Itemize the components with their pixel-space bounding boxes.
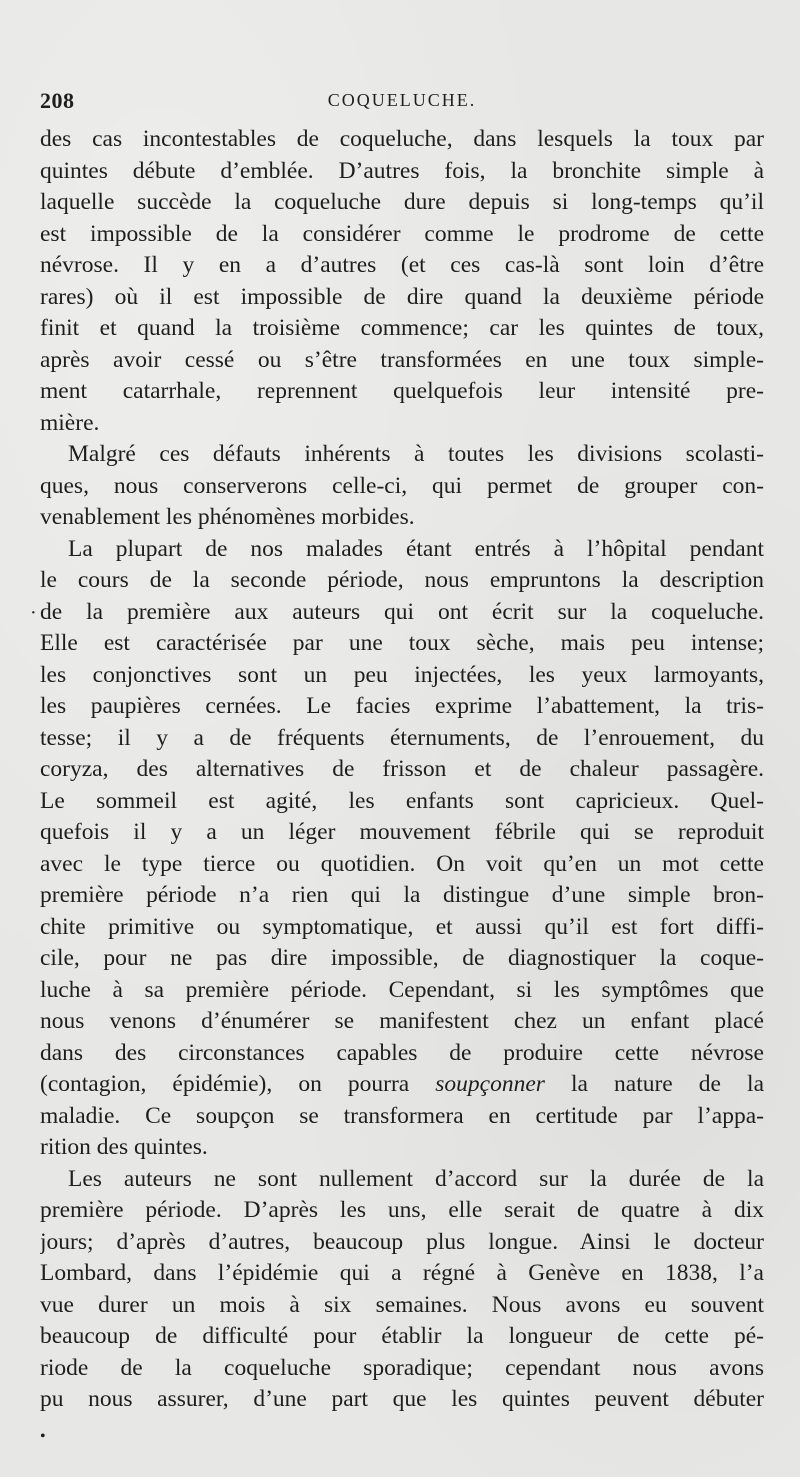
paragraph-first-line: Les auteurs ne sont nullement d’accord sur la durée de la bbox=[68, 1165, 764, 1192]
text-line: finit et quand la troisième commence; car les quintes de toux, bbox=[40, 315, 764, 341]
text-line: première période. D’après les uns, elle serait de quatre à dix bbox=[40, 1197, 764, 1223]
bottom-mark: • bbox=[40, 1428, 46, 1445]
text-line: quefois il y a un léger mouvement fébrile qui se reproduit bbox=[40, 819, 764, 845]
text-line: chite primitive ou symptomatique, et aussi qu’il est fort diffi- bbox=[40, 913, 764, 940]
italic-word: soupçonner bbox=[435, 1071, 545, 1097]
text-line: première période n’a rien qui la distingue d’une simple bron- bbox=[40, 882, 764, 908]
text-line: quintes débute d’emblée. D’autres fois, la bronchite simple à bbox=[40, 157, 764, 184]
text-line: Le sommeil est agité, les enfants sont capricieux. Quel- bbox=[40, 787, 764, 814]
paragraph-first-line: La plupart de nos malades étant entrés à l’hôpital pendant bbox=[68, 535, 764, 562]
text-line: les conjonctives sont un peu injectées, les yeux larmoyants, bbox=[40, 661, 764, 688]
text-line: rition des quintes. bbox=[40, 1134, 208, 1160]
body-text bbox=[40, 124, 764, 1416]
text-line: tesse; il y a de fréquents éternuments, de l’enrouement, du bbox=[40, 724, 764, 751]
page-header bbox=[40, 88, 764, 120]
text-line: venablement les phénomènes morbides. bbox=[40, 504, 415, 530]
text-line: est impossible de la considérer comme le prodrome de cette bbox=[40, 220, 764, 247]
text-line: de la première aux auteurs qui ont écrit sur la coqueluche. bbox=[40, 598, 764, 625]
text-line: maladie. Ce soupçon se transformera en certitude par l’appa- bbox=[40, 1102, 764, 1129]
text-line: dans des circonstances capables de produire cette névrose bbox=[40, 1039, 764, 1066]
text-line: ment catarrhale, reprennent quelquefois leur intensité pre- bbox=[40, 378, 764, 404]
margin-dot: · bbox=[30, 602, 37, 624]
text-line: des cas incontestables de coqueluche, dans lesquels la toux par bbox=[40, 126, 764, 152]
text-line: luche à sa première période. Cependant, si les symptômes que bbox=[40, 976, 764, 1003]
text-line: pu nous assurer, d’une part que les quintes peuvent débuter bbox=[40, 1386, 764, 1412]
text-line: riode de la coqueluche sporadique; cependant nous avons bbox=[40, 1354, 764, 1381]
text-line: laquelle succède la coqueluche dure depuis si long-temps qu’il bbox=[40, 189, 764, 215]
text-line: rares) où il est impossible de dire quand la deuxième période bbox=[40, 283, 764, 310]
text-line: coryza, des alternatives de frisson et de chaleur passagère. bbox=[40, 756, 764, 782]
text-line: Lombard, dans l’épidémie qui a régné à Genève en 1838, l’a bbox=[40, 1260, 764, 1286]
running-title: COQUELUCHE. bbox=[327, 90, 477, 110]
paragraph-first-line: Malgré ces défauts inhérents à toutes les divisions scolasti- bbox=[68, 441, 764, 467]
text-line: le cours de la seconde période, nous empruntons la description bbox=[40, 567, 764, 593]
text-line: jours; d’après d’autres, beaucoup plus longue. Ainsi le docteur bbox=[40, 1228, 764, 1255]
text-line: ques, nous conserverons celle-ci, qui permet de grouper con- bbox=[40, 472, 764, 499]
text-line: après avoir cessé ou s’être transformées en une toux simple- bbox=[40, 346, 764, 373]
page-number: 208 bbox=[40, 88, 75, 113]
text-line: mière. bbox=[40, 409, 100, 436]
line-end: la nature de la bbox=[571, 1071, 764, 1097]
text-line: les paupières cernées. Le facies exprime l’abattement, la tris- bbox=[40, 693, 764, 719]
text-line: cile, pour ne pas dire impossible, de diagnostiquer la coque- bbox=[40, 945, 764, 971]
text-line: avec le type tierce ou quotidien. On voit qu’en un mot cette bbox=[40, 850, 764, 877]
text-line: nous venons d’énumérer se manifestent chez un enfant placé bbox=[40, 1008, 764, 1034]
mixed-style-line bbox=[40, 1069, 764, 1101]
text-line: névrose. Il y en a d’autres (et ces cas-là sont loin d’être bbox=[40, 252, 764, 278]
line-start: (contagion, épidémie), on pourra bbox=[40, 1071, 410, 1097]
text-line: beaucoup de difficulté pour établir la longueur de cette pé- bbox=[40, 1323, 764, 1349]
text-line: Elle est caractérisée par une toux sèche, mais peu intense; bbox=[40, 630, 764, 656]
text-line: vue durer un mois à six semaines. Nous avons eu souvent bbox=[40, 1291, 764, 1318]
